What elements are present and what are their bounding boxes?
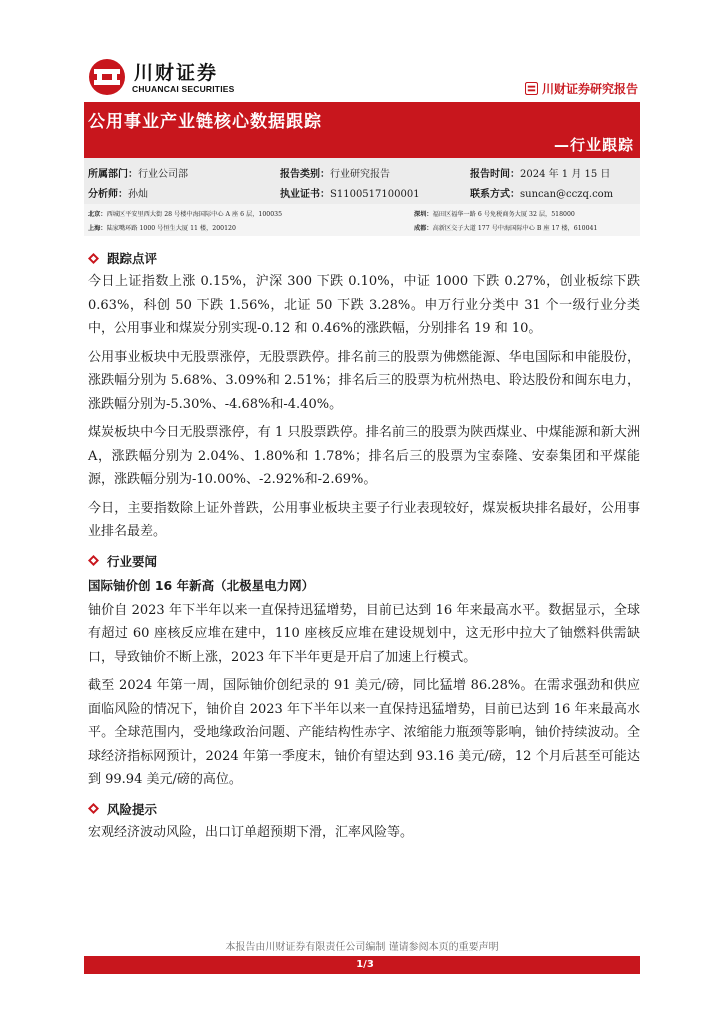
address-beijing-label: 北京： [88, 211, 107, 218]
dept-row [88, 165, 188, 180]
type-value: 行业研究报告 [330, 169, 390, 180]
contact-row [470, 185, 613, 200]
address-shenzhen-label: 深圳： [414, 211, 433, 218]
analyst-value: 孙灿 [128, 189, 148, 200]
cert-value: S1100517100001 [330, 189, 420, 200]
brand-logo [88, 58, 258, 96]
section-risk-title: 风险提示 [107, 801, 158, 817]
risk-paragraph-1: 宏观经济波动风险，出口订单超预期下滑，汇率风险等。 [88, 824, 414, 840]
review-paragraph-1: 今日上证指数上涨 0.15%，沪深 300 下跌 0.10%，中证 1000 下跌 0.27%，创业板综下跌 0.63%，科创 50 下跌 1.56%，北证 50 下跌 3.28%。申万行业分类中 31 个一级行业分类中，公用事业和煤炭分别实现-0.12 和 0.46%的涨跌幅，分别排名 19 和 10。 [88, 274, 640, 336]
footer-disclaimer: 本报告由川财证券有限责任公司编制 谨请参阅本页的重要声明 [225, 942, 499, 953]
section-news-heading [88, 549, 640, 573]
review-paragraph-4: 今日，主要指数除上证外普跌，公用事业板块主要子行业表现较好，煤炭板块排名最好，公用事业排名最差。 [88, 500, 640, 539]
cert-label: 执业证书： [280, 189, 330, 200]
news-item-title: 国际铀价创 16 年新高（北极星电力网） [88, 577, 315, 593]
report-info [84, 158, 640, 204]
contact-value[interactable]: suncan@cczq.com [520, 189, 614, 200]
report-body [88, 244, 640, 849]
news-paragraph-2: 截至 2024 年第一周，国际铀价创纪录的 91 美元/磅，同比猛增 86.28%。在需求强劲和供应面临风险的情况下，铀价自 2023 年下半年以来一直保持迅猛增势，目前已达到 16 年来最高水平。全球范围内，受地缘政治问题、产能结构性赤字、浓缩能力瓶颈等影响，铀价持续波动。全球经济指标网预计，2024 年第一季度末，铀价有望达到 93.16 美元/磅，12 个月后甚至可能达到 99.94 美元/磅的高位。 [88, 678, 640, 787]
title-banner [84, 102, 640, 158]
page-number: 1/3 [356, 959, 374, 970]
report-tag [525, 80, 638, 97]
address-shanghai-label: 上海： [88, 225, 107, 232]
type-label: 报告类别： [280, 169, 330, 180]
dept-value: 行业公司部 [138, 169, 188, 180]
section-review-heading [88, 246, 640, 270]
section-review-title: 跟踪点评 [107, 251, 158, 266]
chuancai-logo-icon [88, 58, 126, 96]
report-title: 公用事业产业链核心数据跟踪 [88, 112, 322, 132]
brand-name: 川财证券 [134, 62, 219, 84]
address-shenzhen-value: 福田区福华一路 6 号免税商务大厦 32 层，518000 [432, 211, 575, 218]
analyst-label: 分析师： [88, 189, 128, 200]
diamond-bullet-icon [88, 803, 99, 814]
office-addresses [84, 204, 640, 236]
diamond-bullet-icon [88, 555, 99, 566]
brand-name-en: CHUANCAI SECURITIES [132, 84, 235, 94]
section-news-title: 行业要闻 [107, 553, 158, 569]
type-row [280, 165, 390, 180]
dept-label: 所属部门： [88, 169, 138, 180]
analyst-row [88, 185, 148, 200]
address-chengdu-label: 成都： [414, 225, 433, 232]
review-paragraph-2: 公用事业板块中无股票涨停，无股票跌停。排名前三的股票为佛燃能源、华电国际和申能股份，涨跌幅分别为 5.68%、3.09%和 2.51%；排名后三的股票为杭州热电、聆达股份和闽东电力，涨跌幅分别为-5.30%、-4.68%和-4.40%。 [88, 349, 640, 412]
report-subtitle: —行业跟踪 [553, 136, 634, 154]
news-paragraph-1: 铀价自 2023 年下半年以来一直保持迅猛增势，目前已达到 16 年来最高水平。数据显示，全球有超过 60 座核反应堆在建中，110 座核反应堆在建设规划中，这无形中拉大了铀燃料供需缺口，导致铀价不断上涨，2023 年下半年更是开启了加速上行模式。 [88, 602, 640, 665]
address-beijing [88, 209, 282, 218]
address-chengdu-value: 高新区交子大道 177 号中海国际中心 B 座 17 楼，610041 [432, 225, 598, 232]
diamond-bullet-icon [88, 253, 99, 264]
address-shenzhen [414, 209, 575, 218]
date-label: 报告时间： [470, 169, 520, 180]
date-value: 2024 年 1 月 15 日 [520, 169, 611, 180]
address-chengdu [414, 223, 597, 232]
report-tag-text: 川财证券研究报告 [541, 82, 638, 96]
address-shanghai-value: 陆家嘴环路 1000 号恒生大厦 11 楼，200120 [106, 225, 236, 232]
cert-row [280, 185, 420, 200]
address-shanghai [88, 223, 236, 232]
contact-label: 联系方式： [470, 189, 520, 200]
report-logo-icon [525, 82, 538, 95]
review-paragraph-3: 煤炭板块中今日无股票涨停，有 1 只股票跌停。排名前三的股票为陕西煤业、中煤能源和新大洲 A，涨跌幅分别为 2.04%、1.80%和 1.78%；排名后三的股票为宝泰隆、安泰集团和平煤能源，涨跌幅分别为-10.00%、-2.92%和-2.69%。 [88, 425, 640, 487]
section-risk-heading [88, 797, 640, 821]
date-row [470, 165, 610, 180]
address-beijing-value: 西城区平安里西大街 28 号楼中海国际中心 A 座 6 层，100035 [106, 211, 283, 218]
